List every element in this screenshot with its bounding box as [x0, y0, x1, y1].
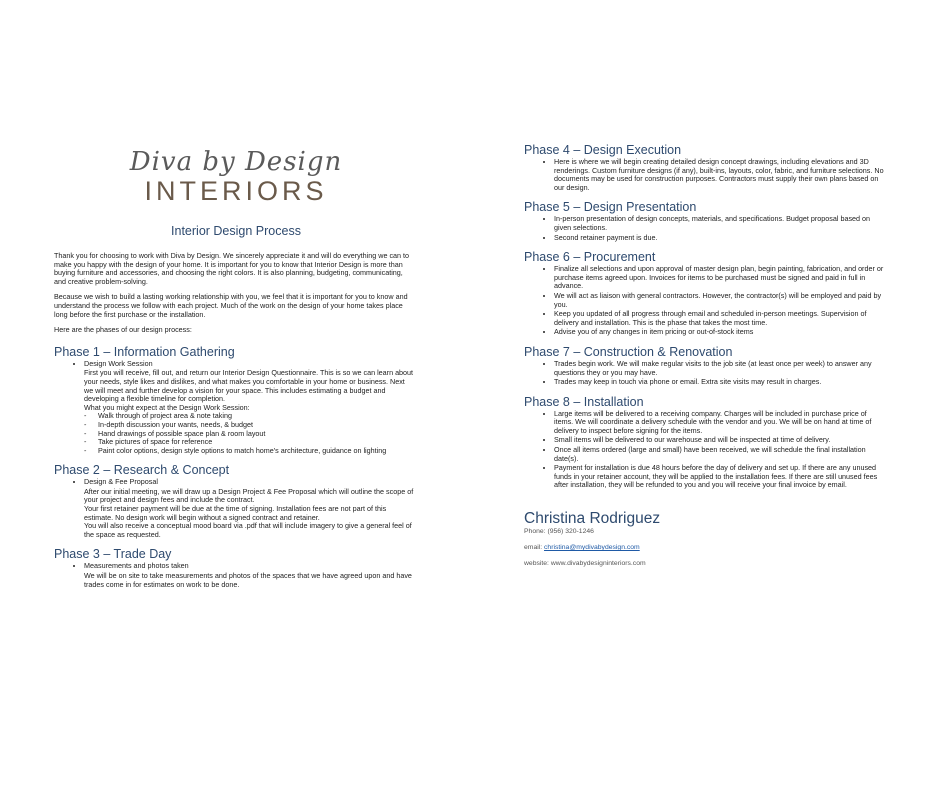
phone-label: Phone:: [524, 528, 546, 536]
phase-2-text-1: After our initial meeting, we will draw up a Design Project & Fee Proposal which will outline the scope of your project and design fees and include the contract.: [84, 486, 414, 505]
phase-1-dash-item: - Walk through of project area & note taking: [84, 412, 414, 421]
phase-2-bullet: • Design & Fee Proposal: [84, 478, 414, 487]
phase-1-dash-item: - Hand drawings of possible space plan & room layout: [84, 430, 414, 439]
contact-phone-line: [524, 528, 886, 536]
phase-6-bullet: • Keep you updated of all progress through email and scheduled in-person meetings. Supervision of delivery and installation. This is the phase that takes the most time.: [554, 310, 886, 327]
phase-1-dash-item: - In-depth discussion your wants, needs, & budget: [84, 421, 414, 430]
phase-7-list: [524, 360, 886, 387]
document-title: Interior Design Process: [171, 224, 301, 238]
intro-paragraph-1: Thank you for choosing to work with Diva by Design. We sincerely appreciate it and will do everything we can to make you happy with the design of your home. It is important for you to know that Interior Design is more than buying furniture and accessories, and choosing the right colors. It is also planning, budgeting, communicating, and creative problem-solving.: [54, 251, 410, 286]
phase-6-bullet: • We will act as liaison with general contractors. However, the contractor(s) will be employed and paid by you.: [554, 292, 886, 309]
logo-script-text: Diva by Design: [129, 147, 343, 177]
logo-main-text: INTERIORS: [144, 176, 328, 206]
contact-name: Christina Rodriguez: [524, 510, 661, 528]
company-logo: [54, 148, 418, 206]
contact-email-line: [524, 544, 886, 552]
phase-6-heading: Phase 6 – Procurement: [524, 250, 656, 265]
phone-number: (956) 320-1246: [547, 528, 594, 536]
phase-1-heading: Phase 1 – Information Gathering: [54, 344, 235, 359]
phase-8-heading: Phase 8 – Installation: [524, 394, 644, 409]
phase-6-bullet: • Advise you of any changes in item pricing or out-of-stock items: [554, 328, 886, 337]
phase-1-text: First you will receive, fill out, and return our Interior Design Questionnaire. This is so we can learn about your needs, style likes and dislikes, and what makes you comfortable in your home or business. Next we will meet and further develop a vision for your space. This includes estimating a budget and developing a flexible timeline for completion.: [84, 368, 414, 404]
left-column: [54, 252, 414, 589]
phase-1-dash-item: - Paint color options, design style options to match home's architecture, guidance on lighting: [84, 447, 414, 456]
email-label: email:: [524, 544, 543, 552]
right-column: [524, 143, 886, 568]
phase-7-heading: Phase 7 – Construction & Renovation: [524, 344, 733, 359]
phase-4-heading: Phase 4 – Design Execution: [524, 143, 682, 157]
phase-8-list: [524, 410, 886, 490]
phase-4-bullet: • Here is where we will begin creating detailed design concept drawings, including elevations and 3D renderings. Custom furniture designs (if any), built-ins, layouts, color, fabric, and furniture selections. No documents may be used for construction purposes. Contractors must supply their own plans based on our design.: [554, 158, 886, 192]
intro-paragraph-3: Here are the phases of our design process:: [54, 325, 192, 335]
phase-8-bullet: • Small items will be delivered to our warehouse and will be inspected at time of delivery.: [554, 436, 886, 445]
phase-3-bullet: • Measurements and photos taken: [84, 562, 414, 571]
phase-8-bullet: • Payment for installation is due 48 hours before the day of delivery and set up. If there are any unused funds in your retainer account, they will be applied to the installation fees. If there are still unused fees after installation, they will be refunded to you and you will receive your final invoice by email.: [554, 464, 886, 490]
phase-1-bullet: • Design Work Session: [84, 360, 414, 369]
phase-2-heading: Phase 2 – Research & Concept: [54, 463, 230, 478]
phase-2-text-2: Your first retainer payment will be due at the time of signing. Installation fees are not part of this estimate. No design work will begin without a signed contract and retainer.: [84, 504, 387, 522]
phase-8-bullet: • Once all items ordered (large and small) have been received, we will schedule the final installation date(s).: [554, 446, 886, 463]
phase-7-bullet: • Trades begin work. We will make regular visits to the job site (at least once per week) to answer any questions they or you may have.: [554, 360, 886, 377]
phase-4-list: [524, 158, 886, 192]
phase-3-text: We will be on site to take measurements and photos of the spaces that we have agreed upon and have trades come in for estimates on work to be done.: [84, 571, 412, 589]
phase-5-bullet: • Second retainer payment is due.: [554, 234, 886, 243]
phase-3-heading: Phase 3 – Trade Day: [54, 547, 172, 562]
website-text: www.divabydesigninteriors.com: [550, 560, 646, 568]
phase-1-dash-item: - Take pictures of space for reference: [84, 438, 414, 447]
phase-5-list: [524, 215, 886, 242]
website-label: website:: [524, 560, 549, 568]
intro-paragraph-2: Because we wish to build a lasting working relationship with you, we feel that it is important for you to know and understand the process we follow with each project. Much of the work on the design of your home takes place long before the first purchase or the installation.: [54, 292, 408, 319]
phase-1-list: [54, 360, 414, 369]
phase-2-text-3: You will also receive a conceptual mood board via .pdf that will include imagery to give a general feel of the space as requested.: [84, 521, 412, 539]
phase-7-bullet: • Trades may keep in touch via phone or email. Extra site visits may result in charges.: [554, 378, 886, 387]
contact-website-line: [524, 560, 886, 568]
email-link[interactable]: christina@mydivabydesign.com: [544, 544, 640, 552]
phase-5-heading: Phase 5 – Design Presentation: [524, 200, 697, 215]
contact-block: [524, 510, 886, 568]
phase-8-bullet: • Large items will be delivered to a receiving company. Charges will be included in purchase price of items. We will coordinate a delivery schedule with the vendor and you. We will be on hand at time of delivery to inspect before signing for the items.: [554, 410, 886, 436]
phase-1-expect: What you might expect at the Design Work Session:: [84, 402, 250, 412]
phase-6-list: [524, 265, 886, 337]
phase-6-bullet: • Finalize all selections and upon approval of master design plan, begin painting, fabrication, and order or purchase items agreed upon. Invoices for items to be purchased must be signed and paid in full in advance.: [554, 265, 886, 291]
phase-1-dash-list: [54, 412, 414, 455]
phase-5-bullet: • In-person presentation of design concepts, materials, and specifications. Budget proposal based on given selections.: [554, 215, 886, 232]
phase-3-list: [54, 562, 414, 571]
phase-2-list: [54, 478, 414, 487]
